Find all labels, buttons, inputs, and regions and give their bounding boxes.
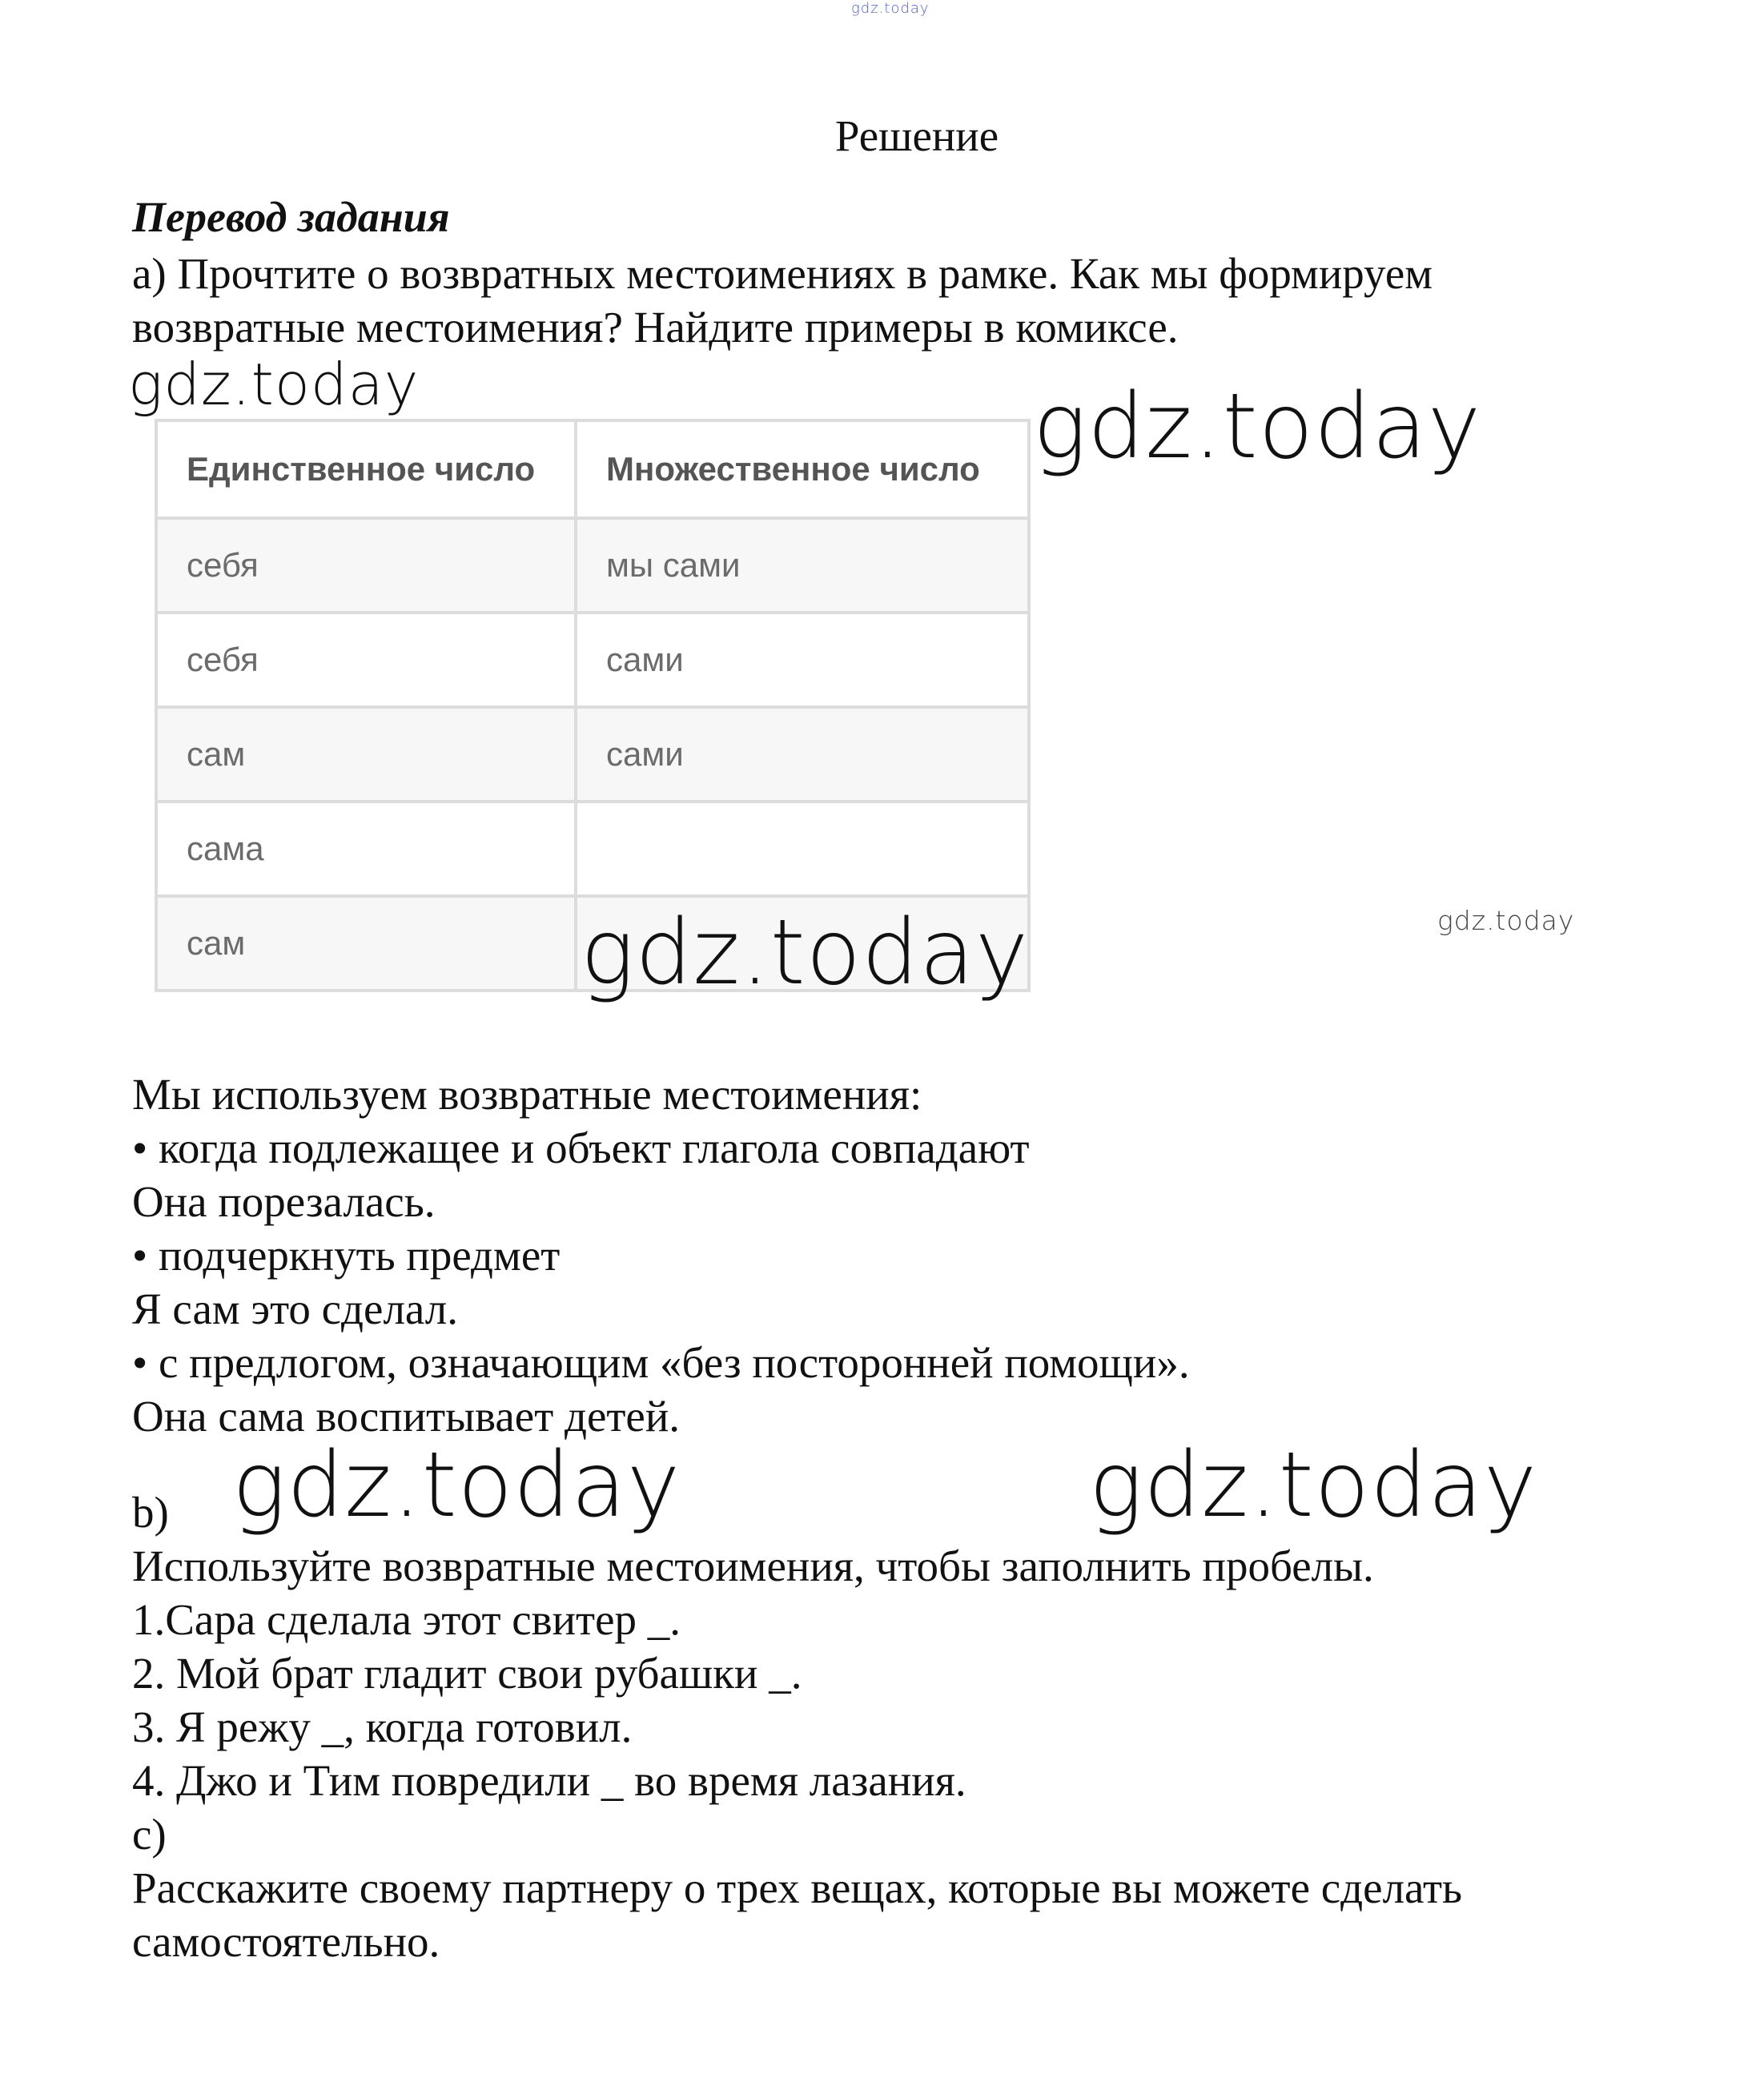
table-cell: мы сами bbox=[576, 518, 1029, 613]
table-header-row bbox=[156, 420, 1029, 518]
watermark: gdz.today bbox=[128, 351, 420, 418]
watermark: gdz.today bbox=[1089, 1433, 1538, 1537]
table-cell: себя bbox=[156, 613, 576, 707]
table-row bbox=[156, 707, 1029, 802]
table-cell: сами bbox=[576, 707, 1029, 802]
exercise-item: 1.Сара сделала этот свитер _. bbox=[132, 1595, 681, 1644]
header-plural: Множественное число bbox=[576, 420, 1029, 518]
table-row bbox=[156, 802, 1029, 896]
usage-intro: Мы используем возвратные местоимения: bbox=[132, 1070, 922, 1119]
watermark-small: gdz.today bbox=[1437, 905, 1575, 936]
usage-bullet-1: • когда подлежащее и объект глагола совпадают bbox=[132, 1123, 1030, 1172]
table-cell bbox=[576, 802, 1029, 896]
watermark: gdz.today bbox=[581, 901, 1030, 1005]
table-cell: сама bbox=[156, 802, 576, 896]
table-cell: сам bbox=[156, 707, 576, 802]
watermark: gdz.today bbox=[232, 1433, 681, 1537]
exercise-item: 3. Я режу _, когда готовил. bbox=[132, 1702, 633, 1751]
usage-example-2: Я сам это сделал. bbox=[132, 1284, 458, 1333]
part-b-label: b) bbox=[132, 1488, 169, 1537]
usage-bullet-2: • подчеркнуть предмет bbox=[132, 1231, 561, 1280]
watermark-top: gdz.today bbox=[851, 0, 930, 17]
usage-example-1: Она порезалась. bbox=[132, 1177, 436, 1226]
task-title: Перевод задания bbox=[132, 193, 450, 241]
table-cell: сам bbox=[156, 896, 576, 991]
exercise-item: 2. Мой брат гладит свои рубашки _. bbox=[132, 1649, 802, 1698]
table-cell: сами bbox=[576, 613, 1029, 707]
part-a-line-2: возвратные местоимения? Найдите примеры в комиксе. bbox=[132, 303, 1179, 352]
part-c-line-2: самостоятельно. bbox=[132, 1917, 440, 1966]
usage-example-3: Она сама воспитывает детей. bbox=[132, 1392, 681, 1441]
header-singular: Единственное число bbox=[156, 420, 576, 518]
part-b-instruction: Используйте возвратные местоимения, чтобы заполнить пробелы. bbox=[132, 1541, 1374, 1590]
table-cell: себя bbox=[156, 518, 576, 613]
part-a-line-1: a) Прочтите о возвратных местоимениях в рамке. Как мы формируем bbox=[132, 249, 1433, 298]
table-row bbox=[156, 613, 1029, 707]
usage-bullet-3: • с предлогом, означающим «без посторонней помощи». bbox=[132, 1338, 1190, 1387]
part-c-label: c) bbox=[132, 1810, 167, 1859]
exercise-item: 4. Джо и Тим повредили _ во время лазания. bbox=[132, 1756, 966, 1805]
part-c-line-1: Расскажите своему партнеру о трех вещах, которые вы можете сделать bbox=[132, 1863, 1463, 1912]
page-heading: Решение bbox=[834, 111, 999, 160]
table-row bbox=[156, 518, 1029, 613]
watermark: gdz.today bbox=[1033, 375, 1482, 479]
